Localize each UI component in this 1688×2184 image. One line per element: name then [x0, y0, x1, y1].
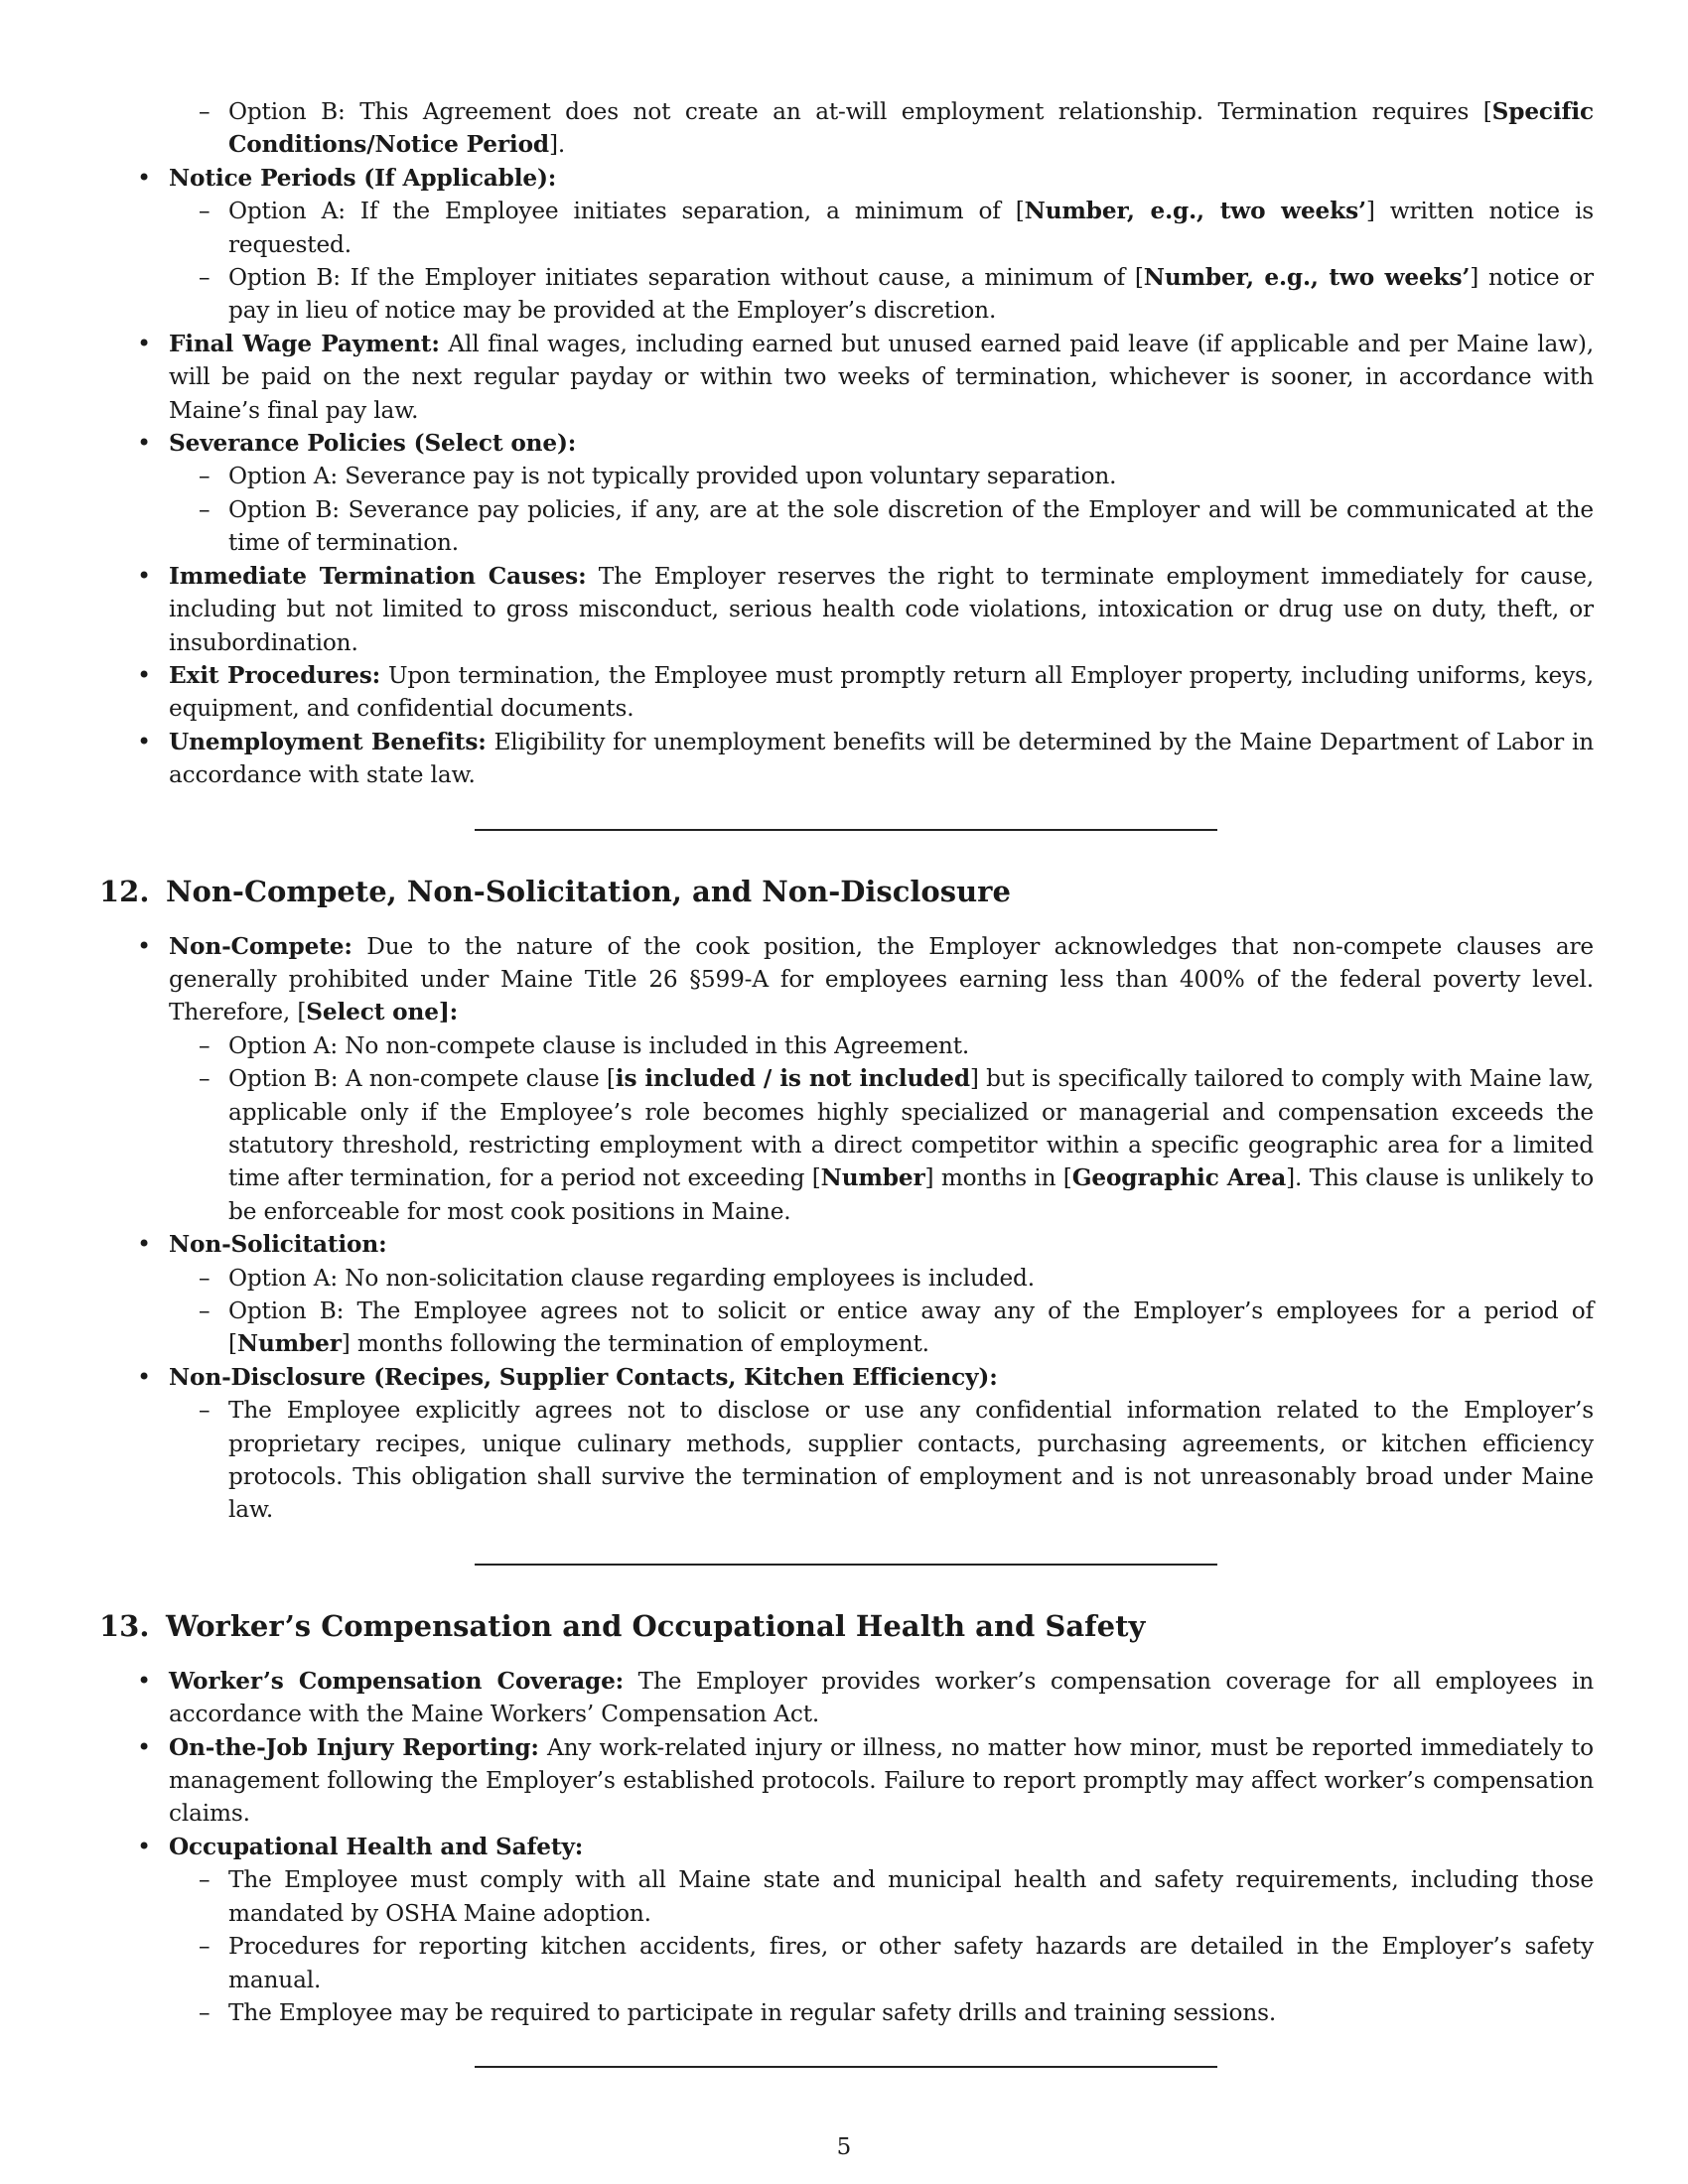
non-compete-item: • Non-Compete: Due to the nature of the cook position, the Employer acknowledges that non-compete clauses are generally prohibited under Maine Title 26 §599-A for employees earning less than 400% of the federal poverty level. Therefore, [Select one]: – Option A: No non-compete clause is included in this Agreement. – Option B: A non-compete clause [is included / is not included] but is specifically tailored to comply with Maine law, applicable only if the Employee’s role becomes highly specialized or managerial and compensation exceeds the statutory threshold, restricting employment with a direct competitor within a specific geographic area for a limited time after termination, for a period not exceeding [Number] months in [Geographic Area]. This clause is unlikely to be enforceable for most cook positions in Maine.	[99, 930, 1594, 1229]
document-page	[99, 95, 1594, 2068]
non-disclosure-text: – The Employee explicitly agrees not to disclose or use any confidential information related to the Employer’s proprietary recipes, unique culinary methods, supplier contacts, purchasing agreements, or kitchen efficiency protocols. This obligation shall survive the termination of employment and is not unreasonably broad under Maine law.	[169, 1394, 1594, 1527]
non-solicitation-option-a: – Option A: No non-solicitation clause regarding employees is included.	[169, 1262, 1594, 1295]
immediate-termination-item: • Immediate Termination Causes: The Employer reserves the right to terminate employment immediately for cause, including but not limited to gross misconduct, serious health code violations, intoxication or drug use on duty, theft, or insubordination.	[99, 560, 1594, 659]
non-disclosure-item: • Non-Disclosure (Recipes, Supplier Contacts, Kitchen Efficiency): – The Employee explicitly agrees not to disclose or use any confidential information related to the Employer’s proprietary recipes, unique culinary methods, supplier contacts, purchasing agreements, or kitchen efficiency protocols. This obligation shall survive the termination of employment and is not unreasonably broad under Maine law.	[99, 1361, 1594, 1527]
section-12-list	[99, 930, 1594, 1527]
section-13-list	[99, 1665, 1594, 2029]
notice-option-b: – Option B: If the Employer initiates separation without cause, a minimum of [Number, e.g., two weeks’] notice or pay in lieu of notice may be provided at the Employer’s discretion.	[169, 261, 1594, 328]
occupational-safety-item: • Occupational Health and Safety: – The Employee must comply with all Maine state and municipal health and safety requirements, including those mandated by OSHA Maine adoption. – Procedures for reporting kitchen accidents, fires, or other safety hazards are detailed in the Employer’s safety manual. – The Employee may be required to participate in regular safety drills and training sessions.	[99, 1831, 1594, 2029]
non-solicitation-item: • Non-Solicitation: – Option A: No non-solicitation clause regarding employees is included. – Option B: The Employee agrees not to solicit or entice away any of the Employer’s employees for a period of [Number] months following the termination of employment.	[99, 1228, 1594, 1361]
non-compete-option-a: – Option A: No non-compete clause is included in this Agreement.	[169, 1029, 1594, 1062]
non-compete-option-b: – Option B: A non-compete clause [is included / is not included] but is specifically tailored to comply with Maine law, applicable only if the Employee’s role becomes highly specialized or managerial and compensation exceeds the statutory threshold, restricting employment with a direct competitor within a specific geographic area for a limited time after termination, for a period not exceeding [Number] months in [Geographic Area]. This clause is unlikely to be enforceable for most cook positions in Maine.	[169, 1062, 1594, 1228]
final-wage-item: • Final Wage Payment: All final wages, including earned but unused earned paid leave (if applicable and per Maine law), will be paid on the next regular payday or within two weeks of termination, whichever is sooner, in accordance with Maine’s final pay law.	[99, 328, 1594, 427]
safety-requirement: – The Employee may be required to participate in regular safety drills and training sessions.	[169, 1996, 1594, 2029]
notice-option-a: – Option A: If the Employee initiates separation, a minimum of [Number, e.g., two weeks’] written notice is requested.	[169, 195, 1594, 261]
section-divider	[475, 1564, 1217, 1566]
section-divider	[475, 2066, 1217, 2068]
at-will-option-b: – Option B: This Agreement does not create an at-will employment relationship. Termination requires [Specific Conditions/Notice Period].	[169, 95, 1594, 162]
notice-periods-label: Notice Periods (If Applicable):	[169, 164, 557, 192]
page-number: 5	[836, 2134, 852, 2160]
continued-options	[169, 95, 1594, 162]
injury-reporting-item: • On-the-Job Injury Reporting: Any work-related injury or illness, no matter how minor, must be reported immediately to management following the Employer’s established protocols. Failure to report promptly may affect worker’s compensation claims.	[99, 1731, 1594, 1831]
continued-item	[99, 95, 1594, 162]
section-divider	[475, 829, 1217, 831]
workers-comp-item: • Worker’s Compensation Coverage: The Employer provides worker’s compensation coverage for all employees in accordance with the Maine Workers’ Compensation Act.	[99, 1665, 1594, 1731]
severance-option-a: – Option A: Severance pay is not typically provided upon voluntary separation.	[169, 460, 1594, 492]
severance-option-b: – Option B: Severance pay policies, if any, are at the sole discretion of the Employer and will be communicated at the time of termination.	[169, 493, 1594, 560]
notice-periods-item	[99, 162, 1594, 328]
section-12-heading: 12. Non-Compete, Non-Solicitation, and Non-Disclosure	[99, 874, 1011, 908]
unemployment-item: • Unemployment Benefits: Eligibility for unemployment benefits will be determined by the Maine Department of Labor in accordance with state law.	[99, 726, 1594, 792]
severance-item: • Severance Policies (Select one): – Option A: Severance pay is not typically provided upon voluntary separation. – Option B: Severance pay policies, if any, are at the sole discretion of the Employer and will be communicated at the time of termination.	[99, 427, 1594, 560]
exit-procedures-item: • Exit Procedures: Upon termination, the Employee must promptly return all Employer property, including uniforms, keys, equipment, and confidential documents.	[99, 659, 1594, 726]
safety-requirement: – Procedures for reporting kitchen accidents, fires, or other safety hazards are detailed in the Employer’s safety manual.	[169, 1930, 1594, 1996]
section-13-heading: 13. Worker’s Compensation and Occupational Health and Safety	[99, 1608, 1146, 1643]
safety-requirement: – The Employee must comply with all Maine state and municipal health and safety requirements, including those mandated by OSHA Maine adoption.	[169, 1863, 1594, 1930]
termination-list	[99, 95, 1594, 792]
non-solicitation-option-b: – Option B: The Employee agrees not to solicit or entice away any of the Employer’s employees for a period of [Number] months following the termination of employment.	[169, 1295, 1594, 1361]
